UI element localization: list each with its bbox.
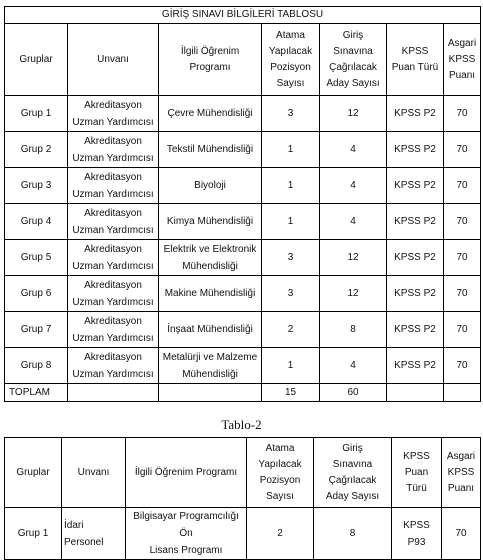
cell-unvan [68, 312, 159, 348]
cell-aday: 12 [320, 276, 387, 312]
header-giris [314, 438, 392, 508]
cell-asgari: 70 [444, 132, 481, 168]
cell-puan-turu: KPSS P2 [387, 312, 444, 348]
header-unvani: Unvanı [68, 24, 159, 96]
cell-line: Bilgisayar Programcılığı Ön [133, 511, 239, 539]
cell-line: Akreditasyon [84, 135, 142, 147]
cell-line: Akreditasyon [84, 315, 142, 327]
header-puan-turu [387, 24, 444, 96]
total-label: TOPLAM [5, 384, 68, 402]
cell-line: Metalürji ve Malzeme [162, 351, 258, 363]
cell-line: Personel [64, 536, 104, 548]
cell-line: Yapılacak [258, 458, 302, 470]
header-gruplar: Gruplar [5, 24, 68, 96]
cell-line: Pozisyon [259, 474, 301, 486]
cell-program [159, 132, 262, 168]
cell-asgari: 70 [444, 312, 481, 348]
total-atama: 15 [262, 384, 320, 402]
cell-line: Çevre Mühendisliği [167, 108, 253, 119]
cell-line: Aday Sayısı [326, 77, 380, 89]
header-program [159, 24, 262, 96]
cell-asgari: 70 [444, 96, 481, 132]
table-title: GİRİŞ SINAVI BİLGİLERİ TABLOSU [5, 7, 481, 24]
cell-line: Uzman Yardımcısı [72, 116, 154, 128]
cell-line: Akreditasyon [84, 279, 142, 291]
cell-atama: 1 [262, 132, 320, 168]
cell-line: Pozisyon [270, 61, 311, 73]
cell-grup: Grup 1 [5, 96, 68, 132]
cell-line: İdari [64, 519, 84, 531]
cell-grup: Grup 2 [5, 132, 68, 168]
cell-atama: 2 [262, 312, 320, 348]
cell-aday: 4 [320, 204, 387, 240]
header-puan-turu [392, 438, 442, 508]
cell-line: KPSS [448, 53, 476, 65]
total-empty-cell [387, 384, 444, 402]
cell-aday: 8 [320, 312, 387, 348]
cell-unvan [68, 240, 159, 276]
cell-puan-turu: KPSS P2 [387, 96, 444, 132]
cell-unvan [68, 204, 159, 240]
header-asgari [444, 24, 481, 96]
cell-line: KPSS [401, 45, 429, 57]
cell-unvan [62, 508, 126, 560]
table-caption: Tablo-2 [221, 417, 262, 432]
cell-line: Sayısı [266, 490, 294, 502]
total-empty-cell [68, 384, 159, 402]
table-row [5, 312, 481, 348]
cell-line: Makine Mühendisliği [164, 288, 256, 299]
header-giris [320, 24, 387, 96]
cell-unvan [68, 276, 159, 312]
cell-line: Atama [276, 29, 305, 41]
header-atama [247, 438, 314, 508]
cell-line: KPSS [447, 466, 475, 478]
cell-line: Aday Sayısı [325, 490, 380, 502]
cell-unvan [68, 96, 159, 132]
table-row [5, 204, 481, 240]
cell-line: Asgari [447, 37, 477, 49]
cell-line: Kimya Mühendisliği [166, 216, 254, 227]
cell-atama: 2 [247, 508, 314, 560]
cell-grup: Grup 6 [5, 276, 68, 312]
cell-line: Akreditasyon [84, 243, 142, 255]
table-row [5, 132, 481, 168]
table-header-row [5, 24, 481, 96]
total-aday: 60 [320, 384, 387, 402]
cell-aday: 4 [320, 348, 387, 384]
cell-grup: Grup 8 [5, 348, 68, 384]
cell-line: Akreditasyon [84, 99, 142, 111]
cell-grup: Grup 4 [5, 204, 68, 240]
cell-line: Akreditasyon [84, 171, 142, 183]
cell-line: Puan Türü [391, 61, 439, 73]
cell-line: KPSS [403, 450, 430, 462]
cell-aday: 12 [320, 96, 387, 132]
cell-program [159, 96, 262, 132]
total-empty-cell [159, 384, 262, 402]
cell-line: Akreditasyon [84, 207, 142, 219]
second-table [4, 437, 481, 560]
table-row [5, 276, 481, 312]
cell-line: Programı [189, 61, 231, 73]
cell-puan-turu: KPSS P2 [387, 276, 444, 312]
cell-line: Uzman Yardımcısı [72, 152, 154, 164]
cell-line: Uzman Yardımcısı [72, 296, 154, 308]
header-atama [262, 24, 320, 96]
cell-puan-turu: KPSS P2 [387, 204, 444, 240]
cell-atama: 1 [262, 204, 320, 240]
cell-line: Mühendisliği [182, 260, 238, 272]
header-unvani: Unvanı [62, 438, 126, 508]
cell-line: İlgili Öğrenim [180, 45, 240, 57]
table-row [5, 168, 481, 204]
cell-program [159, 312, 262, 348]
cell-asgari: 70 [444, 204, 481, 240]
cell-line: Uzman Yardımcısı [72, 332, 154, 344]
cell-program [126, 508, 247, 560]
cell-program [159, 168, 262, 204]
cell-line: Uzman Yardımcısı [72, 224, 154, 236]
cell-unvan [68, 132, 159, 168]
cell-puan-turu: KPSS P2 [387, 132, 444, 168]
cell-line: Giriş [342, 442, 363, 454]
cell-line: Giriş Sınavına [333, 29, 373, 57]
cell-program [159, 240, 262, 276]
cell-atama: 3 [262, 96, 320, 132]
table-row [5, 348, 481, 384]
cell-unvan [68, 168, 159, 204]
table-header-row [5, 438, 481, 508]
cell-program [159, 348, 262, 384]
cell-grup: Grup 7 [5, 312, 68, 348]
cell-line: İnşaat Mühendisliği [167, 324, 253, 335]
total-empty-cell [444, 384, 481, 402]
cell-line: Lisans Programı [149, 545, 223, 556]
cell-aday: 4 [320, 168, 387, 204]
header-gruplar: Gruplar [5, 438, 62, 508]
table-row [5, 508, 481, 560]
cell-grup: Grup 5 [5, 240, 68, 276]
cell-line: Puanı [447, 482, 475, 494]
cell-atama: 3 [262, 240, 320, 276]
header-program: İlgili Öğrenim Programı [126, 438, 247, 508]
total-row [5, 384, 481, 402]
cell-line: Sınavına [332, 458, 373, 470]
cell-puan-turu: KPSS P2 [387, 168, 444, 204]
cell-grup: Grup 1 [5, 508, 62, 560]
cell-line: P93 [407, 536, 426, 548]
cell-puan-turu: KPSS P2 [387, 240, 444, 276]
header-asgari [442, 438, 481, 508]
cell-line: Çağrılacak [328, 474, 377, 486]
table-row [5, 96, 481, 132]
cell-atama: 3 [262, 276, 320, 312]
cell-line: Mühendisliği [182, 368, 238, 380]
cell-line: KPSS [403, 519, 430, 531]
cell-line: Sayısı [276, 77, 305, 89]
cell-line: Asgari [446, 450, 476, 462]
cell-line: Çağrılacak [329, 61, 377, 73]
cell-aday: 8 [314, 508, 392, 560]
cell-line: Biyoloji [194, 180, 226, 191]
cell-atama: 1 [262, 348, 320, 384]
cell-line: Uzman Yardımcısı [72, 368, 154, 380]
cell-line: Atama [265, 442, 295, 454]
cell-asgari: 70 [444, 276, 481, 312]
cell-line: Uzman Yardımcısı [72, 188, 154, 200]
cell-atama: 1 [262, 168, 320, 204]
cell-puan-turu [392, 508, 442, 560]
cell-line: Yapılacak [268, 45, 313, 57]
cell-grup: Grup 3 [5, 168, 68, 204]
cell-line: Puanı [448, 69, 476, 81]
exam-info-table [4, 6, 481, 402]
cell-asgari: 70 [442, 508, 481, 560]
cell-asgari: 70 [444, 168, 481, 204]
cell-aday: 4 [320, 132, 387, 168]
cell-unvan [68, 348, 159, 384]
cell-line: Elektrik ve Elektronik [163, 243, 257, 255]
cell-program [159, 204, 262, 240]
cell-line: Uzman Yardımcısı [72, 260, 154, 272]
cell-asgari: 70 [444, 240, 481, 276]
cell-line: Akreditasyon [84, 351, 142, 363]
cell-aday: 12 [320, 240, 387, 276]
cell-line: Tekstil Mühendisliği [166, 144, 254, 155]
cell-line: Puan [404, 466, 429, 478]
cell-program [159, 276, 262, 312]
table-row [5, 240, 481, 276]
cell-puan-turu: KPSS P2 [387, 348, 444, 384]
cell-line: Türü [406, 482, 427, 494]
cell-asgari: 70 [444, 348, 481, 384]
